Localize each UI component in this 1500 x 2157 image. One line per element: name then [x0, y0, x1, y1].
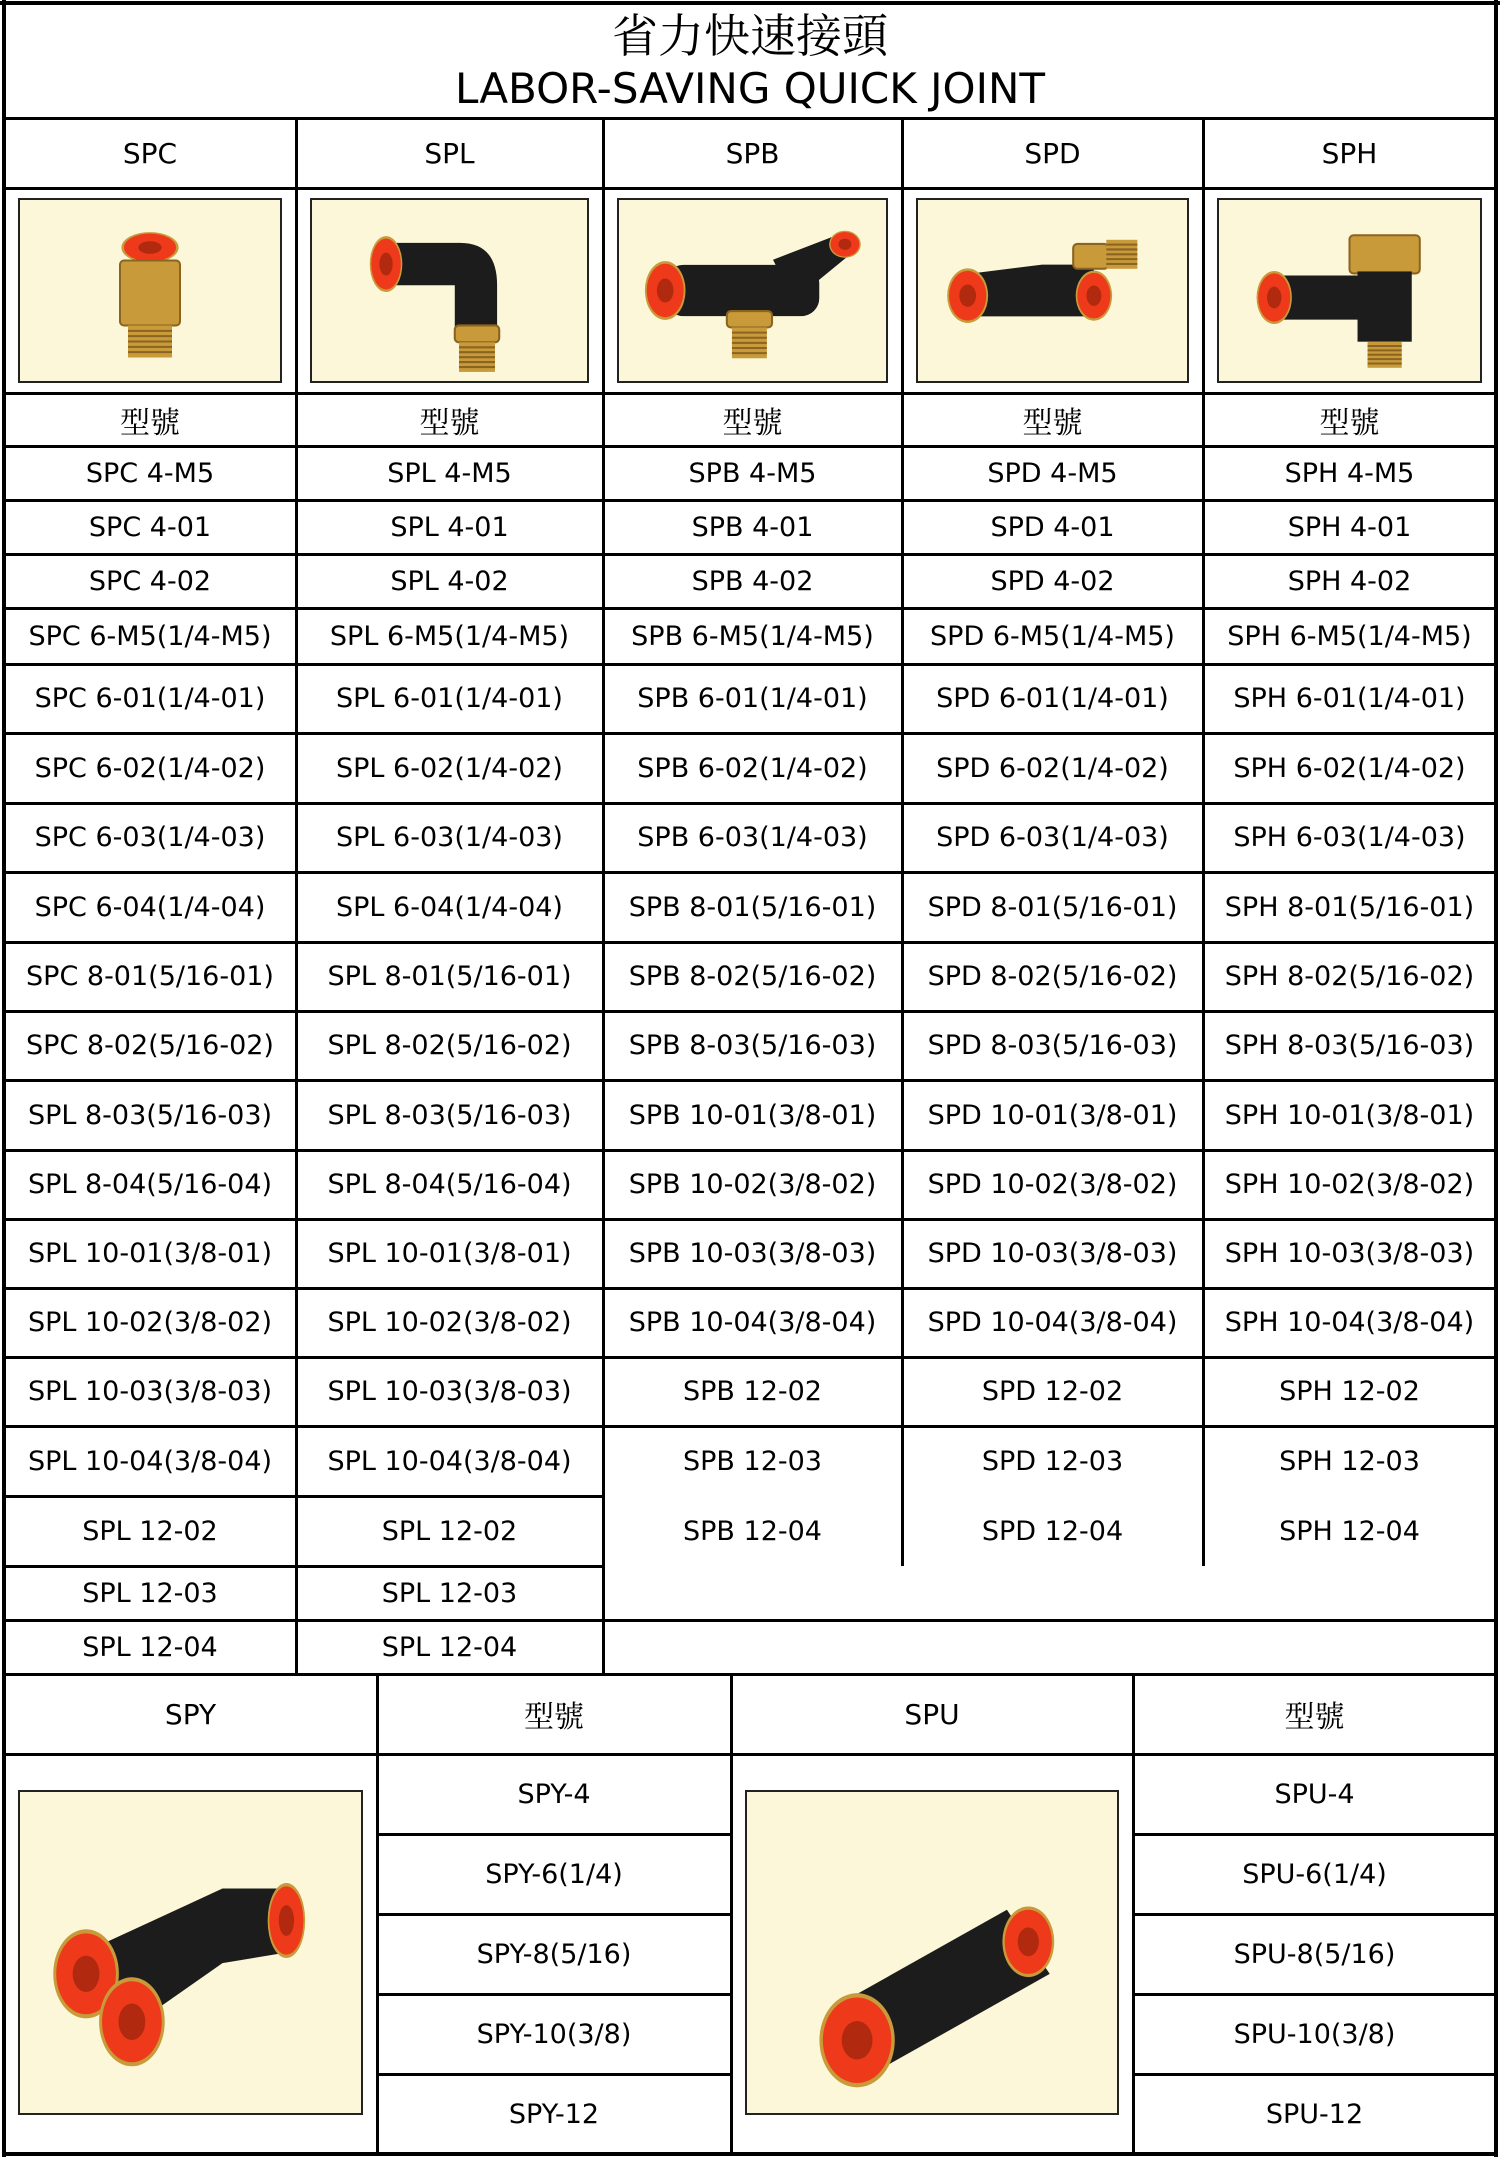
model-cell: SPL 8-02(5/16-02) [327, 1030, 572, 1061]
grid-line-h [4, 1619, 1496, 1622]
model-cell: SPC 6-01(1/4-01) [34, 683, 266, 714]
model-cell: SPL 10-02(3/8-02) [27, 1307, 273, 1338]
grid-line-h [4, 1495, 603, 1498]
model-cell: SPL 6-M5(1/4-M5) [329, 620, 570, 652]
grid-line-h [4, 871, 1496, 874]
model-cell: SPB 8-01(5/16-01) [628, 891, 877, 923]
model-cell: SPD 6-03(1/4-03) [936, 822, 1169, 853]
column-header-spy: SPY [164, 1697, 217, 1731]
grid-line-h [0, 1, 1500, 5]
grid-line-h [4, 117, 1496, 120]
model-cell: SPY-6(1/4) [485, 1858, 623, 1890]
model-cell: SPL 6-04(1/4-04) [336, 891, 563, 923]
model-cell: SPL 6-03(1/4-03) [336, 822, 563, 853]
model-cell: SPY-8(5/16) [476, 1938, 632, 1970]
grid-line-v [295, 118, 298, 1674]
model-cell: SPL 10-04(3/8-04) [327, 1445, 572, 1477]
grid-line-h [1133, 2073, 1496, 2076]
model-cell: SPC 8-02(5/16-02) [26, 1030, 274, 1061]
model-cell: SPU-4 [1274, 1778, 1355, 1810]
model-cell: SPL 12-02 [381, 1515, 518, 1547]
model-cell: SPD 10-01(3/8-01) [927, 1099, 1178, 1131]
model-cell: SPH 8-02(5/16-02) [1224, 961, 1475, 992]
model-cell: SPD 6-M5(1/4-M5) [930, 620, 1175, 652]
model-cell: SPL 6-01(1/4-01) [336, 683, 563, 714]
model-cell: SPC 4-M5 [85, 457, 215, 489]
grid-line-v [1494, 0, 1498, 2157]
grid-line-v [901, 118, 904, 1566]
model-cell: SPL 8-01(5/16-01) [327, 961, 572, 992]
model-cell: SPL 10-01(3/8-01) [27, 1238, 273, 1269]
model-cell: SPB 6-03(1/4-03) [637, 822, 868, 853]
model-cell: SPB 10-02(3/8-02) [628, 1169, 877, 1200]
model-cell: SPD 10-04(3/8-04) [927, 1307, 1178, 1338]
model-cell: SPD 6-01(1/4-01) [936, 683, 1169, 714]
model-cell: SPC 6-03(1/4-03) [34, 822, 266, 853]
title-english: LABOR-SAVING QUICK JOINT [454, 63, 1046, 113]
elbow-male-connector-photo [310, 198, 589, 383]
model-cell: SPB 12-04 [683, 1515, 822, 1547]
model-cell: SPL 4-02 [390, 565, 509, 597]
model-cell: SPC 6-M5(1/4-M5) [28, 620, 272, 652]
model-cell: SPH 12-04 [1279, 1515, 1420, 1547]
model-cell: SPH 6-02(1/4-02) [1233, 752, 1466, 784]
model-cell: SPL 12-02 [82, 1515, 218, 1547]
model-cell: SPL 10-01(3/8-01) [327, 1238, 572, 1269]
grid-line-h [4, 1565, 603, 1568]
banjo-connector-photo-drawing [1219, 200, 1480, 381]
model-cell: SPC 4-01 [88, 511, 212, 543]
branch-tee-connector-photo-drawing [619, 200, 886, 381]
model-cell: SPB 6-M5(1/4-M5) [631, 620, 874, 652]
model-cell: SPD 12-03 [981, 1445, 1124, 1477]
grid-line-h [4, 1425, 1496, 1428]
model-cell: SPD 10-03(3/8-03) [927, 1238, 1178, 1269]
model-cell: SPL 12-04 [82, 1631, 218, 1663]
model-cell: SPD 4-01 [990, 511, 1115, 543]
model-cell: SPD 8-03(5/16-03) [927, 1030, 1178, 1061]
model-cell: SPD 12-02 [981, 1376, 1124, 1407]
grid-line-h [4, 802, 1496, 805]
model-cell: SPB 6-02(1/4-02) [637, 752, 868, 784]
model-cell: SPL 4-01 [390, 511, 509, 543]
model-cell: SPL 6-02(1/4-02) [336, 752, 563, 784]
model-cell: SPL 12-04 [381, 1631, 518, 1663]
model-cell: SPC 4-02 [88, 565, 212, 597]
model-cell: SPC 6-04(1/4-04) [34, 891, 266, 923]
grid-line-h [4, 1673, 1496, 1676]
model-cell: SPL 10-03(3/8-03) [27, 1376, 273, 1407]
grid-line-h [4, 732, 1496, 735]
grid-line-h [377, 1913, 731, 1916]
model-cell: SPH 6-M5(1/4-M5) [1227, 620, 1472, 652]
model-cell: SPL 12-03 [381, 1577, 518, 1609]
grid-line-v [730, 1674, 733, 2154]
model-cell: SPB 10-04(3/8-04) [628, 1307, 877, 1338]
model-cell: SPH 12-03 [1279, 1445, 1420, 1477]
model-label: 型號 [419, 405, 480, 441]
run-tee-connector-photo [916, 198, 1189, 383]
model-cell: SPL 4-M5 [387, 457, 512, 489]
model-cell: SPB 12-02 [683, 1376, 822, 1407]
model-cell: SPH 10-03(3/8-03) [1224, 1238, 1475, 1269]
model-label: 型號 [120, 405, 180, 441]
model-label: 型號 [1319, 405, 1380, 441]
grid-line-h [4, 663, 1496, 666]
y-union-connector-photo-drawing [20, 1792, 361, 2113]
column-header-spu: SPU [904, 1697, 960, 1731]
model-cell: SPB 4-02 [691, 565, 814, 597]
model-cell: SPD 4-M5 [987, 457, 1118, 489]
model-cell: SPB 10-03(3/8-03) [628, 1238, 877, 1269]
model-cell: SPB 10-01(3/8-01) [628, 1099, 877, 1131]
model-cell: SPH 12-02 [1279, 1376, 1420, 1407]
grid-line-h [4, 392, 1496, 395]
model-cell: SPL 10-02(3/8-02) [327, 1307, 572, 1338]
model-label: 型號 [524, 1700, 584, 1735]
model-cell: SPY-10(3/8) [476, 2018, 632, 2050]
column-header-spb: SPB [725, 136, 780, 170]
column-header-sph: SPH [1321, 136, 1378, 170]
model-cell: SPL 12-03 [82, 1577, 218, 1609]
y-union-connector-photo [18, 1790, 363, 2115]
model-cell: SPH 10-02(3/8-02) [1224, 1169, 1475, 1200]
model-label: 型號 [1284, 1700, 1345, 1735]
column-header-spd: SPD [1024, 136, 1081, 170]
model-cell: SPD 6-02(1/4-02) [936, 752, 1169, 784]
grid-line-h [4, 607, 1496, 610]
model-cell: SPB 8-02(5/16-02) [628, 961, 877, 992]
model-cell: SPB 8-03(5/16-03) [628, 1030, 877, 1061]
grid-line-h [4, 1287, 1496, 1290]
grid-line-h [4, 1149, 1496, 1152]
model-cell: SPH 6-01(1/4-01) [1233, 683, 1466, 714]
grid-line-h [4, 1753, 1496, 1756]
branch-tee-connector-photo [617, 198, 888, 383]
model-cell: SPB 4-M5 [688, 457, 817, 489]
grid-line-h [377, 1993, 731, 1996]
grid-line-h [4, 1356, 1496, 1359]
model-cell: SPH 4-02 [1287, 565, 1412, 597]
model-label: 型號 [1022, 405, 1083, 441]
model-label: 型號 [722, 405, 783, 441]
model-cell: SPD 8-02(5/16-02) [927, 961, 1178, 992]
model-cell: SPB 6-01(1/4-01) [637, 683, 868, 714]
model-cell: SPH 10-04(3/8-04) [1224, 1307, 1475, 1338]
grid-line-h [4, 1010, 1496, 1013]
model-cell: SPL 8-03(5/16-03) [327, 1099, 572, 1131]
model-cell: SPL 8-03(5/16-03) [27, 1099, 273, 1131]
model-cell: SPY-12 [508, 2098, 600, 2130]
model-cell: SPL 8-04(5/16-04) [27, 1169, 273, 1200]
model-cell: SPH 8-01(5/16-01) [1224, 891, 1475, 923]
model-cell: SPD 4-02 [990, 565, 1115, 597]
banjo-connector-photo [1217, 198, 1482, 383]
grid-line-h [4, 1218, 1496, 1221]
grid-line-v [376, 1674, 379, 2154]
grid-line-h [4, 553, 1496, 556]
grid-line-h [4, 187, 1496, 190]
grid-line-h [4, 1079, 1496, 1082]
model-cell: SPY-4 [517, 1778, 591, 1810]
straight-male-connector-photo [18, 198, 282, 383]
model-cell: SPD 10-02(3/8-02) [927, 1169, 1178, 1200]
grid-line-h [1133, 1913, 1496, 1916]
column-header-spl: SPL [424, 136, 475, 170]
grid-line-v [602, 118, 605, 1674]
model-cell: SPU-10(3/8) [1233, 2018, 1396, 2050]
grid-line-v [1132, 1674, 1135, 2154]
column-header-spc: SPC [122, 136, 178, 170]
model-cell: SPH 4-01 [1287, 511, 1412, 543]
model-cell: SPU-8(5/16) [1233, 1938, 1396, 1970]
grid-line-h [4, 445, 1496, 448]
model-cell: SPL 10-04(3/8-04) [27, 1445, 273, 1477]
grid-line-h [1133, 1993, 1496, 1996]
model-cell: SPL 8-04(5/16-04) [327, 1169, 572, 1200]
model-cell: SPD 8-01(5/16-01) [927, 891, 1178, 923]
model-cell: SPU-12 [1265, 2098, 1364, 2130]
model-cell: SPB 4-01 [691, 511, 814, 543]
model-cell: SPC 8-01(5/16-01) [26, 961, 274, 992]
run-tee-connector-photo-drawing [918, 200, 1187, 381]
model-cell: SPD 12-04 [981, 1515, 1124, 1547]
model-cell: SPH 10-01(3/8-01) [1224, 1099, 1475, 1131]
grid-line-v [1202, 118, 1205, 1566]
grid-line-h [1133, 1833, 1496, 1836]
straight-union-connector-photo-drawing [747, 1792, 1117, 2113]
model-cell: SPH 4-M5 [1284, 457, 1415, 489]
grid-line-v [2, 0, 6, 2157]
grid-line-h [4, 2152, 1496, 2156]
grid-line-h [377, 2073, 731, 2076]
grid-line-h [377, 1833, 731, 1836]
grid-line-h [4, 941, 1496, 944]
elbow-male-connector-photo-drawing [312, 200, 587, 381]
grid-line-h [4, 499, 1496, 502]
straight-male-connector-photo-drawing [20, 200, 280, 381]
model-cell: SPH 6-03(1/4-03) [1233, 822, 1466, 853]
model-cell: SPB 12-03 [683, 1445, 822, 1477]
model-cell: SPC 6-02(1/4-02) [34, 752, 266, 784]
title-chinese: 省力快速接頭 [612, 9, 888, 63]
model-cell: SPU-6(1/4) [1242, 1858, 1387, 1890]
model-cell: SPH 8-03(5/16-03) [1224, 1030, 1475, 1061]
straight-union-connector-photo [745, 1790, 1119, 2115]
model-cell: SPL 10-03(3/8-03) [327, 1376, 572, 1407]
